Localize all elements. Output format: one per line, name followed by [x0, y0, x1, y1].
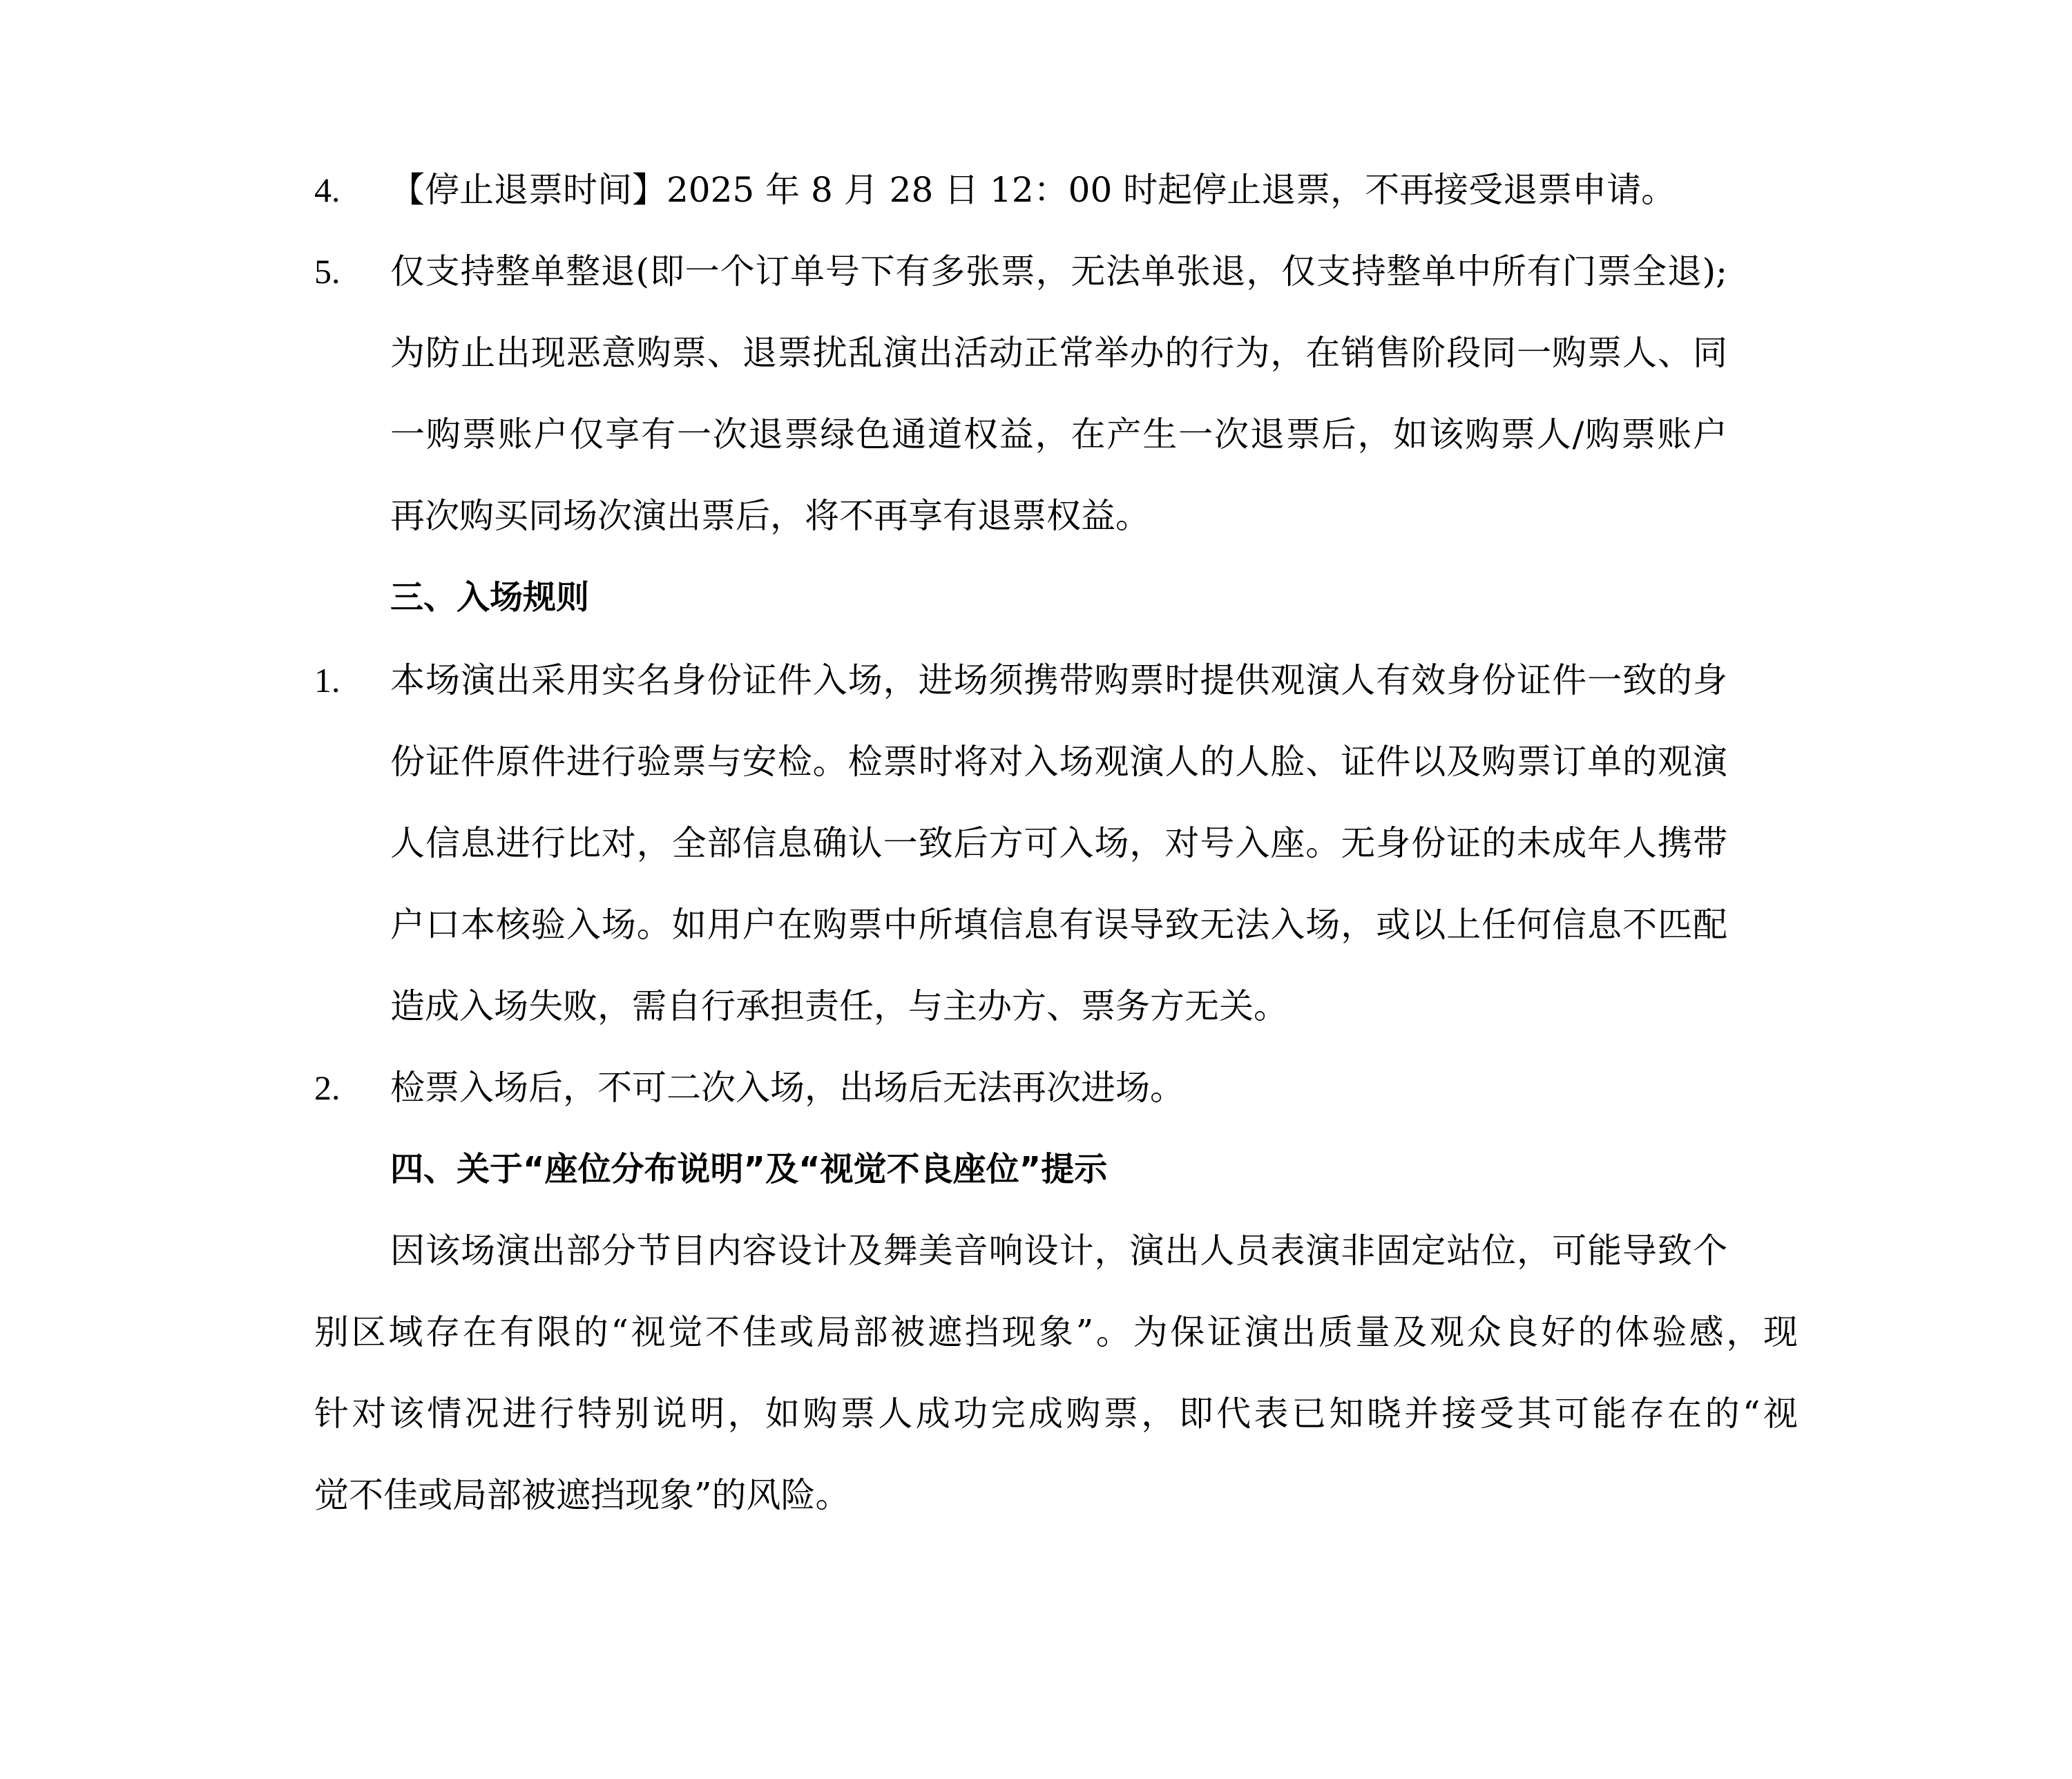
- section-4-heading: 四、关于“座位分布说明”及“视觉不良座位”提示: [390, 1150, 1108, 1189]
- section-3-item-1-line-1: 本场演出采用实名身份证件入场，进场须携带购票时提供观演人有效身份证件一致的身: [390, 660, 1727, 700]
- section-3-item-1-line-3: 人信息进行比对，全部信息确认一致后方可入场，对号入座。无身份证的未成年人携带: [390, 823, 1727, 863]
- item-4-text: 【停止退票时间】2025 年 8 月 28 日 12：00 时起停止退票，不再接受退票申请。: [390, 170, 1676, 210]
- section-4-paragraph-line-3: 针对该情况进行特别说明，如购票人成功完成购票，即代表已知晓并接受其可能存在的“视: [314, 1394, 1798, 1434]
- section-4-paragraph-line-1: 因该场演出部分节目内容设计及舞美音响设计，演出人员表演非固定站位，可能导致个: [390, 1231, 1727, 1271]
- section-4-paragraph-line-4: 觉不佳或局部被遮挡现象”的风险。: [314, 1475, 850, 1515]
- section-3-item-1-line-5: 造成入场失败，需自行承担责任，与主办方、票务方无关。: [390, 986, 1288, 1026]
- list-number-5: 5.: [314, 252, 340, 291]
- item-5-line-1: 仅支持整单整退(即一个订单号下有多张票，无法单张退，仅支持整单中所有门票全退);: [390, 251, 1727, 291]
- section-3-heading: 三、入场规则: [390, 578, 590, 617]
- item-5-line-4: 再次购买同场次演出票后，将不再享有退票权益。: [390, 496, 1150, 536]
- list-number-2: 2.: [314, 1068, 340, 1107]
- list-number-1: 1.: [314, 661, 340, 700]
- item-5-line-3: 一购票账户仅享有一次退票绿色通道权益，在产生一次退票后，如该购票人/购票账户: [390, 414, 1727, 454]
- section-3-item-2-text: 检票入场后，不可二次入场，出场后无法再次进场。: [390, 1068, 1184, 1108]
- section-4-paragraph-line-2: 别区域存在有限的“视觉不佳或局部被遮挡现象”。为保证演出质量及观众良好的体验感，现: [314, 1312, 1798, 1352]
- section-3-item-1-line-4: 户口本核验入场。如用户在购票中所填信息有误导致无法入场，或以上任何信息不匹配: [390, 905, 1727, 945]
- list-number-4: 4.: [314, 171, 340, 209]
- section-3-item-1-line-2: 份证件原件进行验票与安检。检票时将对入场观演人的人脸、证件以及购票订单的观演: [390, 742, 1727, 782]
- item-5-line-2: 为防止出现恶意购票、退票扰乱演出活动正常举办的行为，在销售阶段同一购票人、同: [390, 333, 1727, 373]
